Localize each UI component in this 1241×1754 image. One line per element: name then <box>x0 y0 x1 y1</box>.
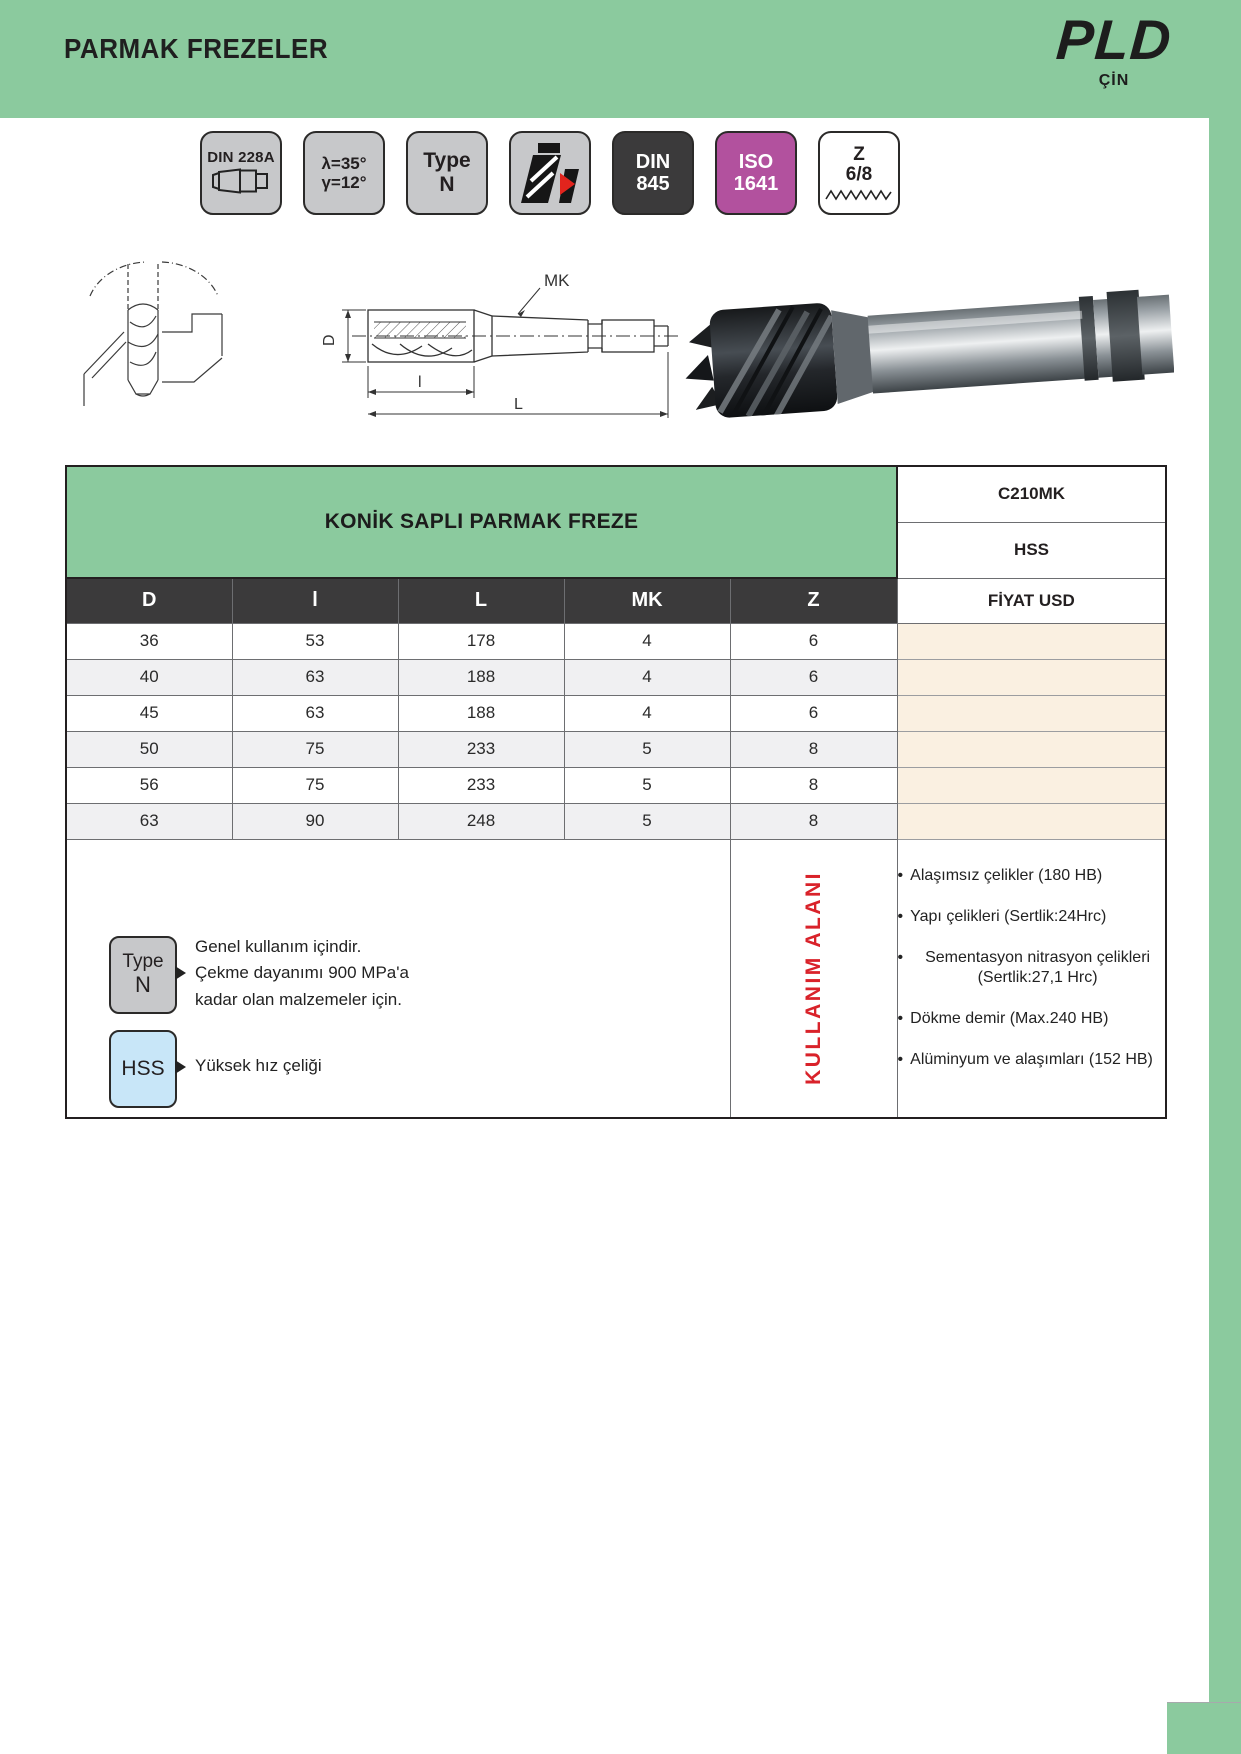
badge-z-teeth <box>818 131 900 215</box>
badge-din228a <box>200 131 282 215</box>
badge-type-label: Type <box>423 149 471 173</box>
table-cell: 53 <box>232 623 398 659</box>
price-cell <box>897 767 1166 803</box>
badge-iso1641-line1: ISO <box>738 150 774 173</box>
badge-type-letter: N <box>439 173 455 196</box>
usage-item: • Yapı çelikleri (Sertlik:24Hrc) <box>898 907 1166 927</box>
badge-z-count: 6/8 <box>845 163 873 185</box>
type-n-desc-line: Çekme dayanımı 900 MPa'a <box>195 963 409 983</box>
table-cell: 4 <box>564 659 730 695</box>
price-column-header: FİYAT USD <box>897 578 1166 623</box>
table-cell: 45 <box>66 695 232 731</box>
badge-type-n <box>406 131 488 215</box>
figures-row <box>0 240 1241 460</box>
table-cell: 40 <box>66 659 232 695</box>
badge-din845 <box>612 131 694 215</box>
type-n-box <box>109 936 177 1014</box>
table-cell: 6 <box>730 659 897 695</box>
table-cell: 5 <box>564 803 730 839</box>
type-n-description <box>195 934 409 1015</box>
col-header-l: l <box>232 578 398 623</box>
fig-label-mk: MK <box>544 271 570 290</box>
price-cell <box>897 623 1166 659</box>
badge-z-label: Z <box>853 143 865 165</box>
fig-label-d: D <box>321 334 338 346</box>
table-row <box>66 659 1166 695</box>
fig-label-L: L <box>514 396 523 413</box>
spec-table <box>65 465 1167 1119</box>
price-cell <box>897 803 1166 839</box>
table-cell: 4 <box>564 695 730 731</box>
table-cell: 233 <box>398 731 564 767</box>
table-cell: 63 <box>66 803 232 839</box>
col-header-d: D <box>66 578 232 623</box>
brand-block <box>1039 8 1189 90</box>
badge-angles <box>303 131 385 215</box>
table-cell: 4 <box>564 623 730 659</box>
usage-item: • Sementasyon nitrasyon çelikleri (Sertlik:27,1 Hrc) <box>898 948 1166 988</box>
type-n-desc-line: Genel kullanım içindir. <box>195 936 362 956</box>
toothed-edge-icon <box>825 189 893 201</box>
badge-iso1641 <box>715 131 797 215</box>
table-cell: 188 <box>398 695 564 731</box>
price-cell <box>897 695 1166 731</box>
milling-operation-drawing <box>78 252 230 427</box>
table-cell: 90 <box>232 803 398 839</box>
usage-item: • Alüminyum ve alaşımları (152 HB) <box>898 1050 1166 1070</box>
table-cell: 188 <box>398 659 564 695</box>
table-row <box>66 803 1166 839</box>
col-header-mk: MK <box>564 578 730 623</box>
page-title: PARMAK FREZELER <box>64 32 329 65</box>
table-cell: 63 <box>232 659 398 695</box>
table-cell: 6 <box>730 623 897 659</box>
table-cell: 63 <box>232 695 398 731</box>
table-cell: 75 <box>232 767 398 803</box>
dimension-drawing <box>296 248 688 431</box>
badge-milling-symbol <box>509 131 591 215</box>
table-cell: 178 <box>398 623 564 659</box>
table-cell: 233 <box>398 767 564 803</box>
table-row <box>66 623 1166 659</box>
fig-label-l: l <box>418 374 422 391</box>
table-cell: 56 <box>66 767 232 803</box>
table-row <box>66 695 1166 731</box>
taper-shank-icon <box>210 166 272 196</box>
corner-green-block <box>1167 1702 1241 1754</box>
milling-cut-direction-icon <box>521 143 579 203</box>
table-cell: 248 <box>398 803 564 839</box>
usage-item: • Alaşımsız çelikler (180 HB) <box>898 866 1166 886</box>
badge-helix-angle: λ=35° <box>321 153 367 173</box>
material-label: HSS <box>897 522 1166 578</box>
usage-list-cell <box>897 839 1166 1118</box>
table-cell: 75 <box>232 731 398 767</box>
table-cell: 6 <box>730 695 897 731</box>
col-header-L: L <box>398 578 564 623</box>
spec-badges <box>200 131 900 215</box>
table-cell: 8 <box>730 731 897 767</box>
badge-iso1641-line2: 1641 <box>733 173 779 195</box>
usage-item: • Dökme demir (Max.240 HB) <box>898 1009 1166 1029</box>
arrow-icon <box>175 1060 186 1074</box>
badge-rake-angle: γ=12° <box>321 173 367 192</box>
table-cell: 8 <box>730 767 897 803</box>
hss-description: Yüksek hız çeliği <box>195 1055 322 1075</box>
table-cell: 5 <box>564 767 730 803</box>
type-n-desc-line: kadar olan malzemeler için. <box>195 990 402 1010</box>
table-cell: 8 <box>730 803 897 839</box>
table-cell: 36 <box>66 623 232 659</box>
table-title: KONİK SAPLI PARMAK FREZE <box>66 466 897 578</box>
type-n-box-line1: Type <box>122 951 164 973</box>
brand-logo: PLD <box>1054 8 1174 71</box>
price-cell <box>897 659 1166 695</box>
legend-cell <box>66 839 730 1118</box>
end-mill-photo <box>682 248 1174 458</box>
arrow-icon <box>175 966 186 980</box>
badge-din845-line1: DIN <box>635 150 671 173</box>
col-header-z: Z <box>730 578 897 623</box>
table-cell: 5 <box>564 731 730 767</box>
type-n-box-line2: N <box>135 971 151 997</box>
badge-din228a-label: DIN 228A <box>207 148 275 166</box>
table-row <box>66 767 1166 803</box>
badge-din845-line2: 845 <box>636 173 670 195</box>
table-row <box>66 731 1166 767</box>
usage-heading-cell <box>730 839 897 1118</box>
usage-heading: KULLANIM ALANI <box>801 871 825 1086</box>
product-code: C210MK <box>897 466 1166 522</box>
table-cell: 50 <box>66 731 232 767</box>
header-band <box>0 0 1241 118</box>
price-cell <box>897 731 1166 767</box>
brand-country: ÇİN <box>1098 72 1130 89</box>
hss-box: HSS <box>109 1030 177 1108</box>
